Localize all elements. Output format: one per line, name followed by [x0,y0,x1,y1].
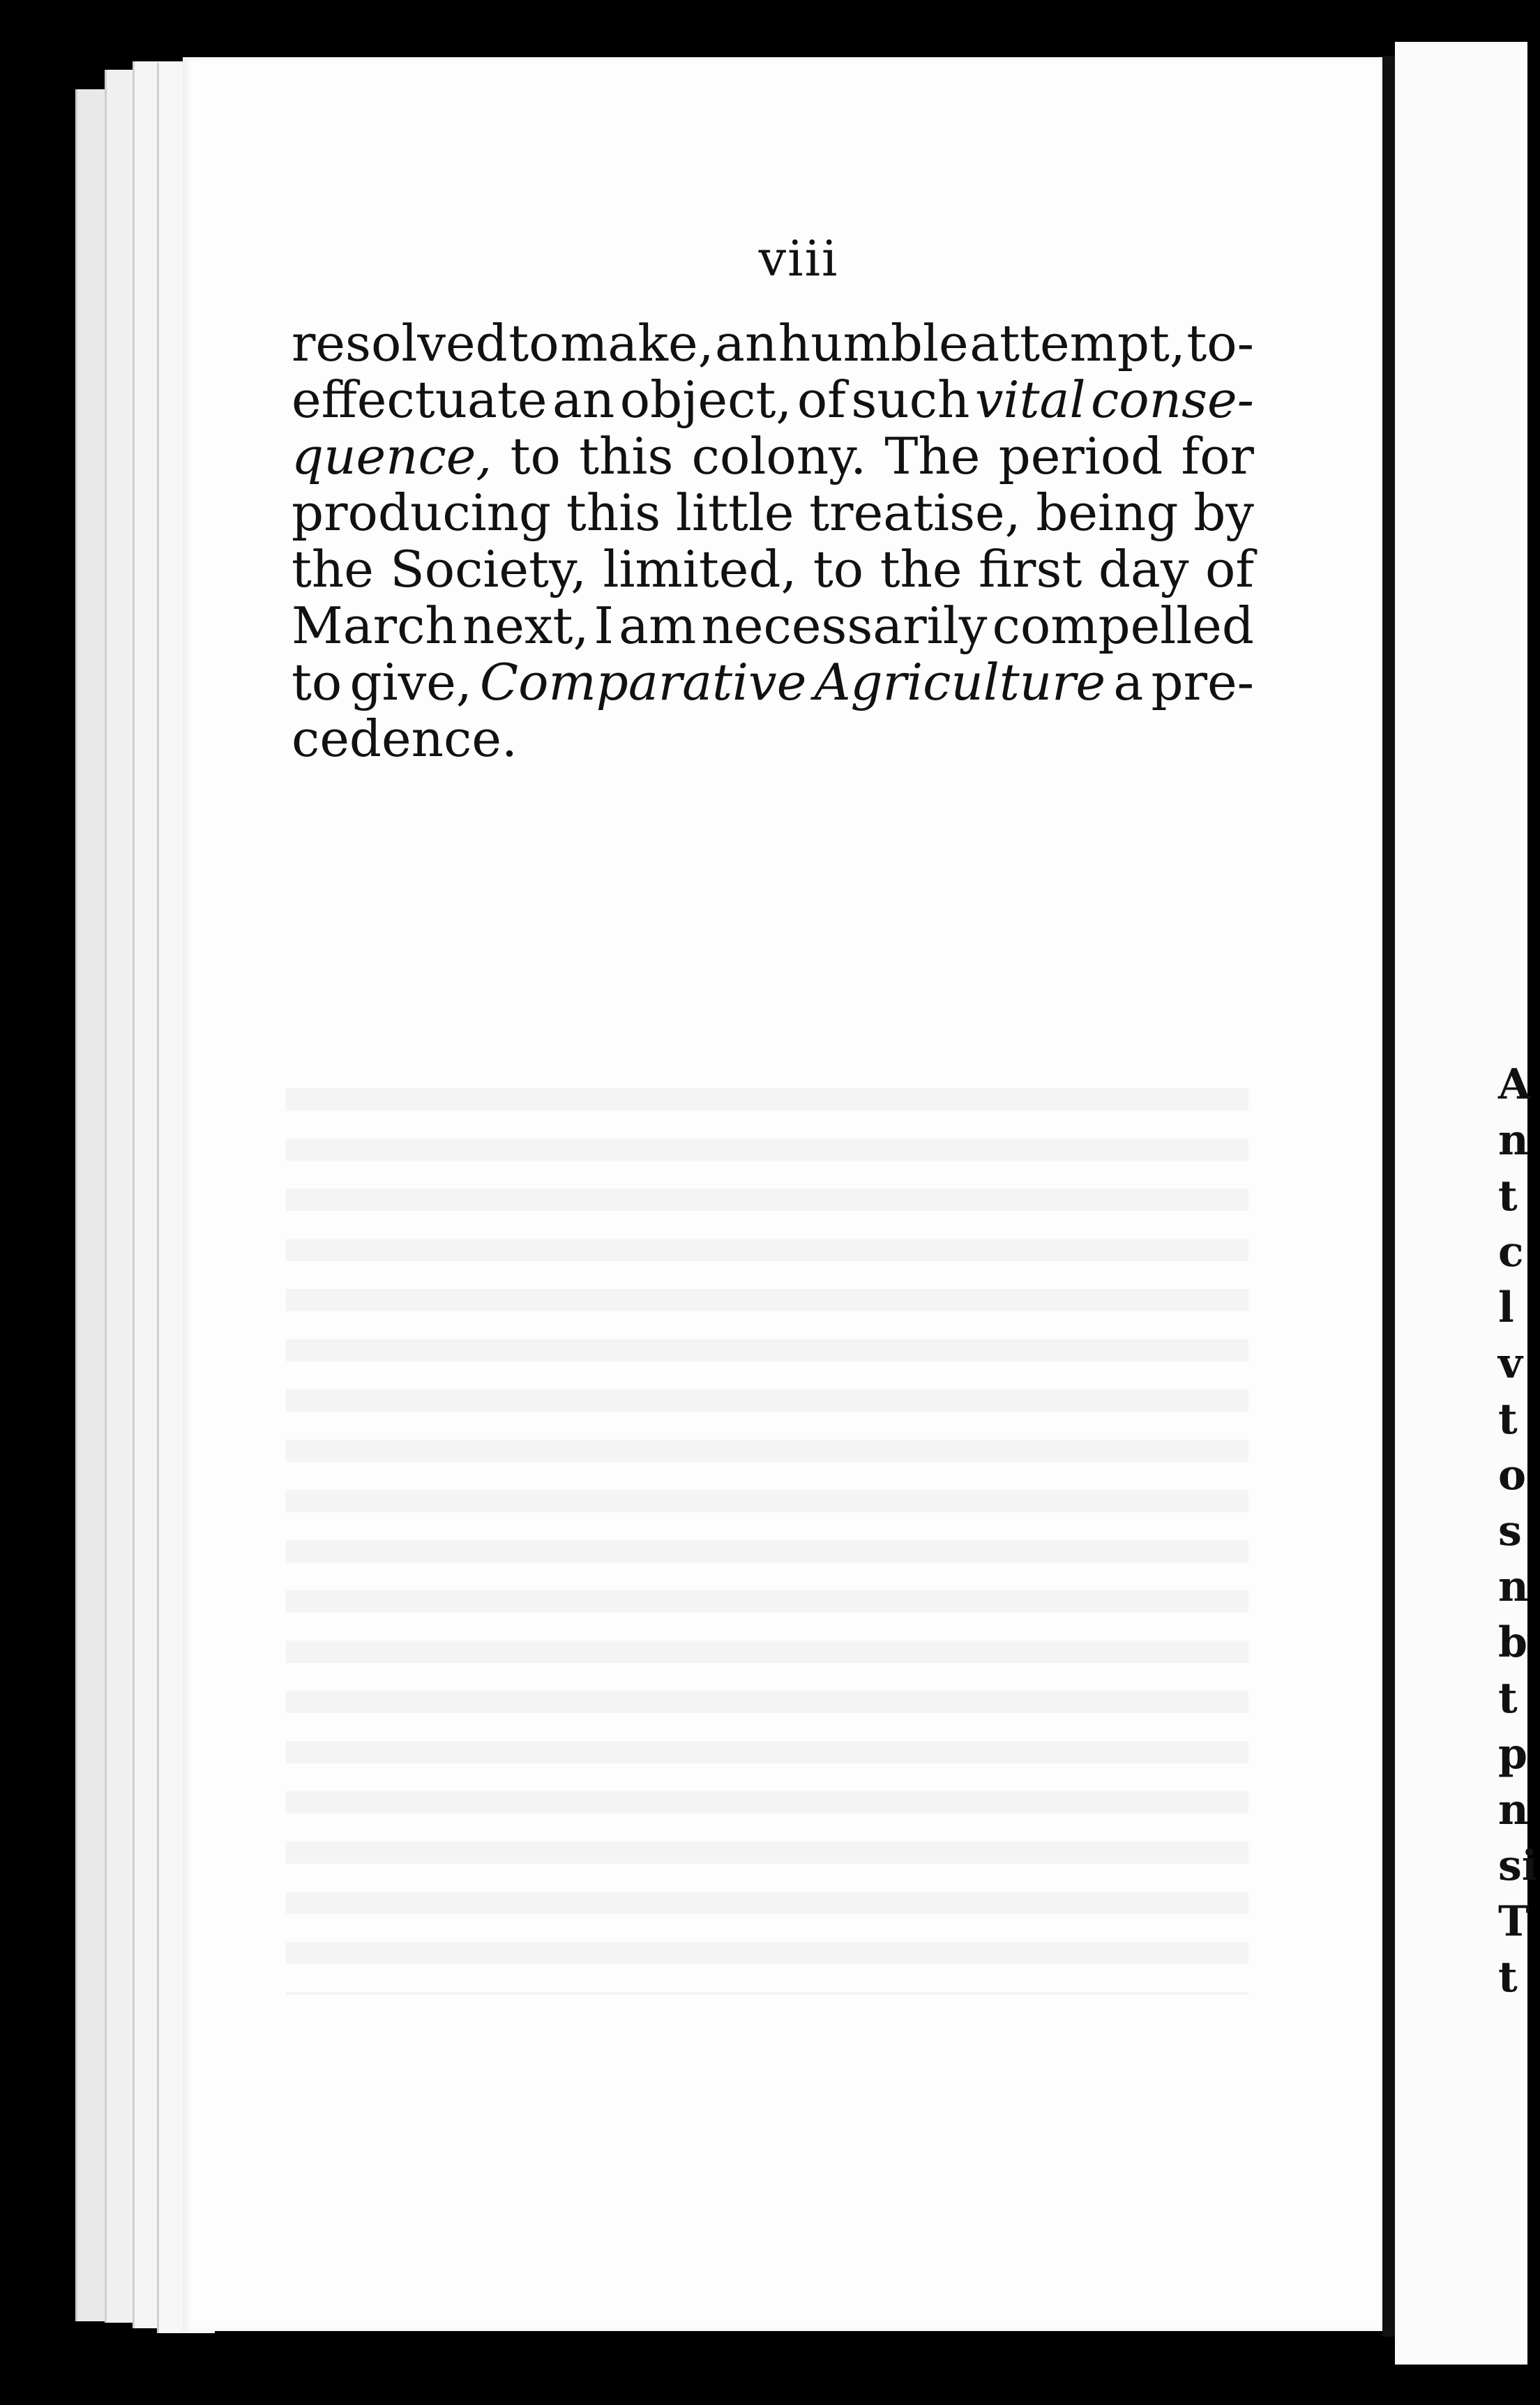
book-gutter [1382,56,1395,2337]
word: the [292,540,374,598]
word: by [1193,483,1254,542]
word: for [1181,427,1254,485]
word: to [510,427,561,485]
text-line [292,711,1254,767]
text-line [292,485,1254,541]
body-text [292,315,1254,767]
word: an [552,370,615,429]
text-line [292,598,1254,654]
facing-page-letter: s [1498,1507,1522,1555]
text-line [292,541,1254,598]
italic-word: conse- [1090,370,1254,429]
facing-page-letter: p [1498,1730,1527,1779]
word: cedence. [292,709,518,768]
word: give, [349,653,472,711]
word: of [797,370,846,429]
word: first [979,540,1082,598]
facing-page-letter: n [1498,1116,1529,1165]
facing-page-letter: t [1498,1395,1518,1444]
facing-page-letter: t [1498,1953,1518,2002]
facing-page-letter: t [1498,1674,1518,1723]
word: next, [462,596,589,655]
text-line [292,315,1254,372]
word: attempt, [969,314,1186,372]
word: March [292,596,458,655]
word: necessarily [701,596,988,655]
word: make, [560,314,714,372]
word: of [1205,540,1254,598]
italic-word: Agriculture [814,653,1106,711]
word: to- [1186,314,1254,372]
word: the [880,540,962,598]
text-line [292,372,1254,428]
word: Society, [390,540,587,598]
word: resolved [292,314,508,372]
bleed-through-text [286,1060,1248,1995]
word: to [813,540,864,598]
italic-word: vital [974,370,1086,429]
word: day [1098,540,1189,598]
word: humble [778,314,969,372]
facing-page-text [1498,1057,1540,2005]
facing-page-letter: A [1498,1060,1531,1109]
word: compelled [992,596,1254,655]
word: such [851,370,970,429]
word: object, [619,370,792,429]
facing-page-letter: o [1498,1451,1527,1500]
facing-page-letter: c [1498,1228,1524,1276]
word: am [619,596,697,655]
word: effectuate [292,370,548,429]
facing-page-letter: t [1498,1172,1518,1221]
word: limited, [603,540,797,598]
word: pre- [1151,653,1254,711]
word: this [579,427,674,485]
page-number: viii [758,230,839,287]
word: colony. [691,427,867,485]
facing-page-letter: l [1498,1283,1514,1332]
word: a [1113,653,1144,711]
facing-page-letter: si [1498,1841,1538,1890]
word: I [594,596,614,655]
word: to [292,653,342,711]
facing-page-letter: b [1498,1618,1527,1667]
facing-page-letter: n [1498,1786,1529,1834]
facing-page-letter: T [1498,1897,1530,1946]
word: being [1036,483,1179,542]
facing-page-letter: v [1498,1339,1523,1388]
word: treatise, [809,483,1021,542]
italic-word: quence, [292,427,492,485]
facing-page-letter: n [1498,1562,1529,1611]
italic-word: Comparative [480,653,807,711]
word: The [884,427,981,485]
word: producing [292,483,552,542]
word: little [675,483,794,542]
word: period [998,427,1163,485]
text-line [292,428,1254,485]
word: this [566,483,661,542]
word: an [715,314,778,372]
text-line [292,654,1254,711]
word: to [508,314,559,372]
